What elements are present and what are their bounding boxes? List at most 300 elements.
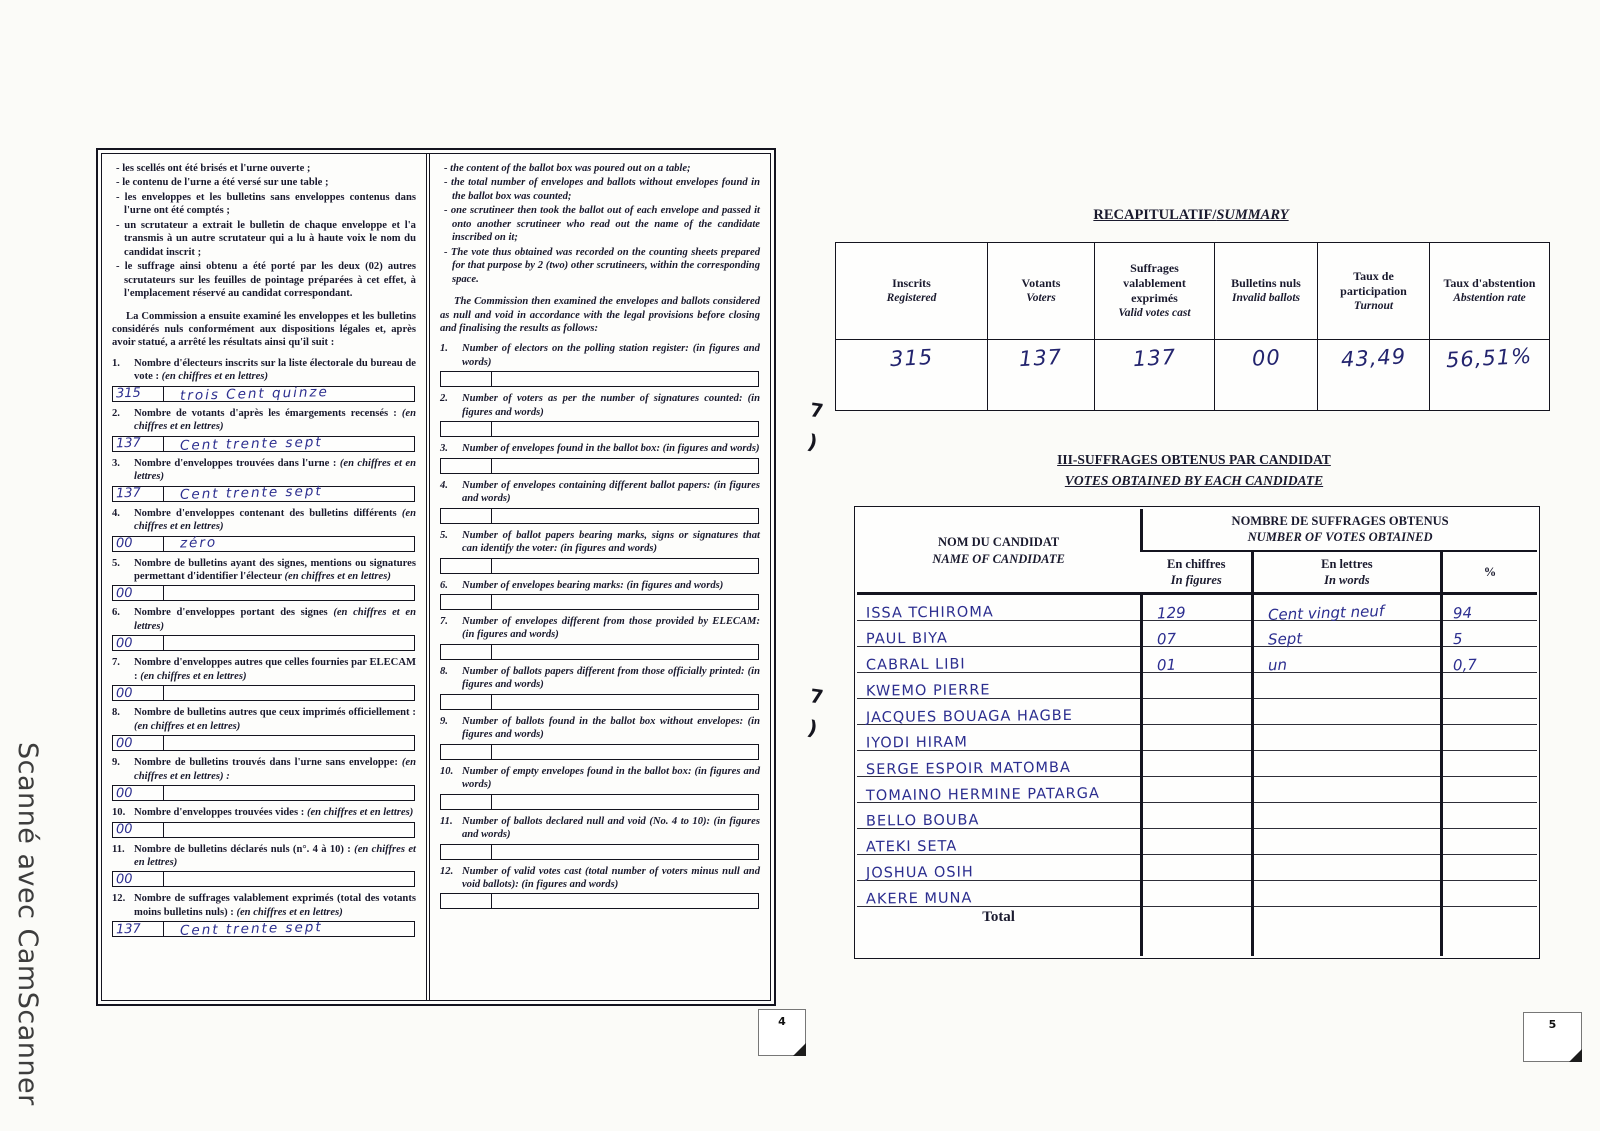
handwritten-candidate-name: ATEKI SETA xyxy=(865,838,958,856)
votes-percent-cell xyxy=(1441,751,1537,777)
item-number: 2. xyxy=(112,407,120,419)
handwritten-figure: 137 xyxy=(115,921,142,938)
item-number: 1. xyxy=(439,343,448,355)
words-box xyxy=(492,459,758,473)
figures-box xyxy=(113,922,164,936)
figures-box xyxy=(441,795,492,809)
handwritten-figure: 137 xyxy=(115,435,142,452)
item-number: 12. xyxy=(439,865,454,877)
votes-percent-cell xyxy=(1441,699,1537,725)
answer-box xyxy=(440,644,759,660)
answer-box xyxy=(112,685,415,701)
words-box xyxy=(164,586,414,600)
ink-mark: 7 xyxy=(808,399,825,423)
summary-values-row xyxy=(836,340,1550,411)
answer-box xyxy=(440,508,759,524)
english-item-10 xyxy=(440,765,760,810)
candidate-row-6 xyxy=(857,725,1537,751)
item-hint: (en chiffres et en lettres) : xyxy=(134,757,416,782)
handwritten-figures: 129 xyxy=(1156,603,1187,623)
page-left-counting-form xyxy=(96,148,776,1006)
item-number: 9. xyxy=(112,757,120,769)
col-header-candidate-name: NOM DU CANDIDAT NAME OF CANDIDATE xyxy=(857,509,1142,594)
item-hint: (in figures and words) xyxy=(461,629,559,641)
french-items xyxy=(112,357,416,940)
handwritten-figure: 00 xyxy=(115,871,133,888)
item-label: Number of ballot papers bearing marks, signs or signatures that can identify the voter: (in figures and words) xyxy=(461,529,760,555)
french-item-1 xyxy=(112,357,416,402)
page-number-badge-5 xyxy=(1523,1012,1582,1062)
votes-figures-cell xyxy=(1142,673,1253,699)
handwritten-percent: 0,7 xyxy=(1452,655,1478,675)
item-label: Nombre d'enveloppes trouvées dans l'urne : (en chiffres et en lettres) xyxy=(134,457,416,483)
votes-words-cell xyxy=(1252,803,1441,829)
item-label: Nombre d'enveloppes portant des signes (en chiffres et en lettres) xyxy=(134,607,416,632)
summary-col-header: Bulletins nuls Invalid ballots xyxy=(1215,243,1318,340)
answer-box xyxy=(112,735,415,751)
item-heading xyxy=(440,442,760,455)
summary-header-row xyxy=(836,243,1550,340)
figures-box xyxy=(441,695,492,709)
english-item-11 xyxy=(440,815,760,860)
words-box xyxy=(164,686,414,700)
french-column xyxy=(102,154,426,1000)
answer-box xyxy=(112,433,415,454)
item-number: 9. xyxy=(439,715,448,727)
figures-box xyxy=(441,559,492,573)
handwritten-value: 43,49 xyxy=(1340,344,1407,372)
french-bullet-list xyxy=(112,162,416,301)
handwritten-figure: 00 xyxy=(115,735,133,751)
french-item-3 xyxy=(112,457,416,502)
ink-mark: ) xyxy=(805,715,820,741)
english-column xyxy=(430,154,770,1000)
item-number: 10. xyxy=(439,765,454,777)
english-bullet: - one scrutineer then took the ballot out of each envelope and passed it onto another scrutineer who read out the name of the candidate inscribed on it; xyxy=(440,204,760,244)
item-hint: (in figures and words) xyxy=(560,543,658,555)
form-border xyxy=(101,153,771,1001)
item-heading xyxy=(112,843,416,870)
candidate-name-cell xyxy=(857,594,1142,621)
english-item-4 xyxy=(440,479,760,524)
candidate-name-cell xyxy=(857,621,1142,647)
col-header-votes-obtained: NOMBRE DE SUFFRAGES OBTENUS NUMBER OF VOTES OBTAINED xyxy=(1142,509,1537,551)
ink-mark: ) xyxy=(805,429,820,455)
words-box xyxy=(164,636,414,650)
item-hint: (en chiffres et en lettres) xyxy=(236,906,343,918)
handwritten-words: Cent trente sept xyxy=(179,483,323,504)
french-item-7 xyxy=(112,656,416,701)
votes-figures-cell xyxy=(1142,829,1253,855)
candidate-row-3 xyxy=(857,647,1537,673)
votes-words-cell xyxy=(1252,881,1441,907)
words-box xyxy=(492,894,758,908)
english-item-3 xyxy=(440,442,760,473)
item-hint: (en chiffres et en lettres) xyxy=(134,720,241,732)
item-hint: (in figures and words) xyxy=(662,443,760,455)
english-bullet: - the content of the ballot box was poured out on a table; xyxy=(440,162,760,175)
total-label: Total xyxy=(982,909,1015,925)
votes-percent-cell xyxy=(1441,881,1537,907)
item-heading xyxy=(440,665,760,692)
words-box xyxy=(492,509,758,523)
handwritten-figure: 00 xyxy=(115,785,133,801)
item-heading xyxy=(112,706,416,733)
summary-table xyxy=(835,242,1550,411)
figures-box xyxy=(441,372,492,386)
votes-percent-cell xyxy=(1441,855,1537,881)
answer-box xyxy=(112,785,415,801)
item-hint: (in figures and words) xyxy=(461,715,760,741)
votes-words-cell xyxy=(1252,621,1441,647)
figures-box xyxy=(441,595,492,609)
item-heading xyxy=(112,806,416,819)
item-heading xyxy=(440,479,760,506)
words-box xyxy=(164,786,414,800)
figures-box xyxy=(441,745,492,759)
summary-value-cell xyxy=(1430,340,1550,411)
item-hint: (in figures and words) xyxy=(626,579,724,591)
votes-words-cell xyxy=(1252,725,1441,751)
item-heading xyxy=(112,756,416,783)
words-box xyxy=(492,595,758,609)
handwritten-candidate-name: ISSA TCHIROMA xyxy=(865,604,994,622)
english-item-7 xyxy=(440,615,760,660)
item-hint: (in figures and words) xyxy=(461,343,760,368)
candidate-row-7 xyxy=(857,751,1537,777)
words-box xyxy=(164,919,414,940)
votes-percent-cell xyxy=(1441,673,1537,699)
words-box xyxy=(492,845,758,859)
words-box xyxy=(492,745,758,759)
col-header-in-figures: En chiffres In figures xyxy=(1142,551,1253,594)
answer-box xyxy=(440,893,759,909)
english-paragraph: The Commission then examined the envelopes and ballots considered as null and void in accordance with the legal provisions before closing and finalising the results as follows: xyxy=(439,296,760,334)
col-header-percent: % xyxy=(1441,551,1537,594)
candidate-row-11 xyxy=(857,855,1537,881)
handwritten-figure: 00 xyxy=(115,821,133,838)
figures-box xyxy=(441,509,492,523)
item-number: 12. xyxy=(112,893,126,905)
answer-box xyxy=(440,421,759,437)
item-number: 10. xyxy=(112,807,126,819)
item-hint: (en chiffres et en lettres) xyxy=(134,607,416,632)
candidate-name-cell xyxy=(857,699,1142,725)
answer-box xyxy=(440,371,759,387)
french-bullet: - le suffrage ainsi obtenu a été porté par les deux (02) autres scrutateurs sur les feuilles de pointage préparées à cet effet, à l'emplacement réservé au candidat correspondant. xyxy=(112,260,416,300)
item-label: Number of envelopes found in the ballot box: (in figures and words) xyxy=(461,443,760,455)
item-hint: (en chiffres et en lettres) xyxy=(284,570,391,582)
votes-figures-cell xyxy=(1142,725,1253,751)
words-box xyxy=(492,422,758,436)
handwritten-value: 56,51% xyxy=(1445,343,1534,373)
english-bullet: - the total number of envelopes and ballots without envelopes found in the ballot box was counted; xyxy=(440,176,760,203)
item-number: 8. xyxy=(439,665,448,677)
item-number: 11. xyxy=(112,843,125,855)
answer-box xyxy=(112,585,415,601)
candidate-name-cell xyxy=(857,881,1142,907)
handwritten-words: un xyxy=(1267,655,1288,675)
item-heading xyxy=(112,892,416,919)
handwritten-candidate-name: KWEMO PIERRE xyxy=(865,682,991,700)
votes-figures-cell xyxy=(1142,855,1253,881)
votes-words-cell xyxy=(1252,777,1441,803)
answer-box xyxy=(440,844,759,860)
item-heading xyxy=(440,579,760,592)
votes-percent-cell xyxy=(1441,594,1537,621)
col-header-in-words: En lettres In words xyxy=(1252,551,1441,594)
figures-box xyxy=(113,686,164,700)
french-item-12 xyxy=(112,892,416,940)
figures-box xyxy=(441,894,492,908)
item-number: 6. xyxy=(439,579,448,591)
figures-box xyxy=(113,872,164,886)
handwritten-words: zéro xyxy=(179,534,218,552)
item-hint: (en chiffres et en lettres) xyxy=(134,507,416,533)
candidate-row-9 xyxy=(857,803,1537,829)
french-bullet: - le contenu de l'urne a été versé sur une table ; xyxy=(112,176,416,189)
item-heading xyxy=(112,457,416,484)
summary-title-fr: RECAPITULATIF/ xyxy=(1093,207,1217,223)
item-number: 5. xyxy=(112,557,120,569)
item-number: 11. xyxy=(439,815,453,827)
handwritten-words: Cent trente sept xyxy=(179,919,323,940)
words-box xyxy=(164,483,414,504)
handwritten-candidate-name: JACQUES BOUAGA HAGBE xyxy=(865,707,1073,727)
handwritten-figure: 00 xyxy=(115,635,133,652)
summary-col-header: Suffrages valablement exprimés Valid votes cast xyxy=(1095,243,1215,340)
handwritten-candidate-name: PAUL BIYA xyxy=(865,630,949,648)
figures-box xyxy=(113,586,164,600)
words-box xyxy=(492,372,758,386)
answer-box xyxy=(440,594,759,610)
handwritten-candidate-name: SERGE ESPOIR MATOMBA xyxy=(865,759,1071,779)
camscanner-watermark: Scanné avec CamScanner xyxy=(12,742,43,1106)
votes-title-en: VOTES OBTAINED BY EACH CANDIDATE xyxy=(1064,472,1324,488)
candidate-name-cell xyxy=(857,647,1142,673)
handwritten-words: Cent trente sept xyxy=(179,433,323,454)
item-heading xyxy=(112,557,416,584)
summary-title xyxy=(835,207,1547,224)
candidate-row-5 xyxy=(857,699,1537,725)
words-box xyxy=(492,695,758,709)
item-heading xyxy=(112,656,416,683)
english-item-1 xyxy=(440,342,760,387)
figures-box xyxy=(113,387,164,401)
french-item-6 xyxy=(112,606,416,651)
handwritten-value: 137 xyxy=(1018,344,1064,372)
item-heading xyxy=(440,615,760,642)
answer-box xyxy=(440,744,759,760)
item-heading xyxy=(112,606,416,633)
item-number: 8. xyxy=(112,707,120,719)
summary-value-cell xyxy=(1095,340,1215,411)
candidate-name-cell xyxy=(857,829,1142,855)
summary-value-cell xyxy=(988,340,1095,411)
answer-box xyxy=(112,383,415,404)
handwritten-figure: 00 xyxy=(115,585,133,602)
handwritten-percent: 94 xyxy=(1452,603,1473,623)
item-hint: (en chiffres et en lettres) xyxy=(140,670,247,682)
item-hint: (in figures and words) xyxy=(461,665,760,691)
item-hint: (en chiffres et en lettres) xyxy=(161,371,268,383)
handwritten-value: 00 xyxy=(1251,345,1281,371)
item-label: Nombre de bulletins autres que ceux imprimés officiellement : (en chiffres et en lettres) xyxy=(134,707,416,732)
item-hint: (en chiffres et en lettres) xyxy=(134,457,416,483)
handwritten-candidate-name: CABRAL LIBI xyxy=(865,656,966,674)
figures-box xyxy=(113,736,164,750)
votes-words-cell xyxy=(1252,751,1441,777)
item-label: Number of empty envelopes found in the ballot box: (in figures and words) xyxy=(461,765,760,791)
french-item-8 xyxy=(112,706,416,751)
handwritten-candidate-name: TOMAINO HERMINE PATARGA xyxy=(865,785,1100,805)
words-box xyxy=(492,559,758,573)
votes-figures-cell xyxy=(1142,803,1253,829)
figures-box xyxy=(113,823,164,837)
words-box xyxy=(164,383,414,404)
french-item-5 xyxy=(112,557,416,602)
handwritten-words: Cent vingt neuf xyxy=(1267,601,1385,625)
figures-box xyxy=(113,437,164,451)
page-number: 5 xyxy=(1548,1018,1557,1031)
french-item-9 xyxy=(112,756,416,801)
french-bullet: - les scellés ont été brisés et l'urne ouverte ; xyxy=(112,162,416,175)
item-label: Number of envelopes bearing marks: (in figures and words) xyxy=(461,579,724,591)
total-row xyxy=(857,907,1537,957)
words-box xyxy=(164,736,414,750)
item-number: 6. xyxy=(112,607,120,619)
summary-col-header: Taux d'abstention Abstention rate xyxy=(1430,243,1550,340)
summary-col-header: Votants Voters xyxy=(988,243,1095,340)
item-label: Nombre de bulletins ayant des signes, mentions ou signatures permettant d'identifier l'électeur (en chiffres et en lettres) xyxy=(134,557,416,582)
item-number: 4. xyxy=(439,479,448,491)
english-item-12 xyxy=(440,865,760,910)
item-hint: (in figures and words) xyxy=(461,815,760,841)
ink-mark: 7 xyxy=(808,685,825,709)
item-label: Number of ballots found in the ballot box without envelopes: (in figures and words) xyxy=(461,715,760,741)
answer-box xyxy=(112,871,415,887)
item-number: 2. xyxy=(439,393,448,405)
item-label: Nombre de suffrages valablement exprimés (total des votants moins bulletins nuls) : (en chiffres et en lettres) xyxy=(134,893,416,918)
item-heading xyxy=(440,715,760,742)
votes-title-fr: III-SUFFRAGES OBTENUS PAR CANDIDAT xyxy=(1057,452,1331,467)
item-hint: (en chiffres et en lettres) xyxy=(134,843,416,868)
item-label: Nombre de bulletins trouvés dans l'urne sans enveloppe: (en chiffres et en lettres) : xyxy=(134,757,416,782)
french-item-10 xyxy=(112,806,416,837)
summary-value-cell xyxy=(1215,340,1318,411)
item-label: Number of electors on the polling station register: (in figures and words) xyxy=(461,343,760,368)
english-item-8 xyxy=(440,665,760,710)
item-label: Nombre de bulletins déclarés nuls (n°. 4 à 10) : (en chiffres et en lettres) xyxy=(134,843,416,868)
item-number: 7. xyxy=(439,615,448,627)
item-heading xyxy=(112,357,416,384)
votes-figures-cell xyxy=(1142,881,1253,907)
candidate-name-cell xyxy=(857,751,1142,777)
votes-words-cell xyxy=(1252,829,1441,855)
item-label: Nombre d'enveloppes contenant des bulletins différents (en chiffres et en lettres) xyxy=(134,507,416,533)
figures-box xyxy=(113,786,164,800)
figures-box xyxy=(441,845,492,859)
handwritten-candidate-name: AKERE MUNA xyxy=(865,890,973,908)
answer-box xyxy=(112,919,415,940)
figures-box xyxy=(441,422,492,436)
candidate-row-10 xyxy=(857,829,1537,855)
answer-box xyxy=(112,822,415,838)
item-number: 1. xyxy=(112,357,120,369)
handwritten-candidate-name: JOSHUA OSIH xyxy=(865,864,974,882)
item-label: Nombre d'enveloppes trouvées vides : (en chiffres et en lettres) xyxy=(134,807,414,819)
votes-figures-cell xyxy=(1142,777,1253,803)
answer-box xyxy=(112,635,415,651)
item-label: Number of valid votes cast (total number of voters minus null and void ballots): (in figures and words) xyxy=(461,865,760,890)
candidate-name-cell xyxy=(857,855,1142,881)
item-label: Nombre de votants d'après les émargements recensés : (en chiffres et en lettres) xyxy=(134,407,416,433)
english-item-6 xyxy=(440,579,760,610)
votes-header-row-1 xyxy=(857,509,1537,551)
item-heading xyxy=(112,407,416,434)
item-label: Number of voters as per the number of signatures counted: (in figures and words) xyxy=(461,393,760,418)
item-heading xyxy=(112,507,416,534)
votes-percent-cell xyxy=(1441,621,1537,647)
item-heading xyxy=(440,342,760,369)
page-number-badge-4 xyxy=(758,1009,806,1056)
item-label: Number of envelopes containing different ballot papers: (in figures and words) xyxy=(461,479,760,505)
total-words-cell xyxy=(1252,907,1441,957)
french-bullet: - un scrutateur a extrait le bulletin de chaque enveloppe et l'a transmis à un autre scrutateur qui a lu à haute voix le nom du candidat inscrit ; xyxy=(112,219,416,259)
french-item-4 xyxy=(112,507,416,552)
answer-box xyxy=(440,458,759,474)
english-items xyxy=(440,342,760,909)
item-label: Nombre d'enveloppes autres que celles fournies par ELECAM : (en chiffres et en lettres) xyxy=(134,657,416,682)
handwritten-figure: 315 xyxy=(115,385,142,402)
votes-figures-cell xyxy=(1142,621,1253,647)
votes-percent-cell xyxy=(1441,803,1537,829)
votes-by-candidate-table xyxy=(857,509,1537,956)
candidate-row-1 xyxy=(857,594,1537,621)
english-bullet: - The vote thus obtained was recorded on the counting sheets prepared for that purpose by 2 (two) other scrutineers, within the corresponding space. xyxy=(440,246,760,286)
votes-section-title xyxy=(856,450,1532,492)
item-heading xyxy=(440,765,760,792)
french-bullet: - les enveloppes et les bulletins sans enveloppes contenus dans l'urne ont été comptés ; xyxy=(112,191,416,218)
votes-figures-cell xyxy=(1142,699,1253,725)
folded-corner-icon xyxy=(793,1043,806,1056)
item-number: 5. xyxy=(439,529,448,541)
item-hint: (en chiffres et en lettres) xyxy=(134,407,416,433)
answer-box xyxy=(112,483,415,504)
item-label: Number of ballots papers different from those officially printed: (in figures and words) xyxy=(461,665,760,691)
votes-words-cell xyxy=(1252,647,1441,673)
words-box xyxy=(164,534,414,552)
words-box xyxy=(492,795,758,809)
answer-box xyxy=(440,694,759,710)
votes-table-border xyxy=(854,506,1540,959)
french-paragraph: La Commission a ensuite examiné les enveloppes et les bulletins considérés nuls conformément aux dispositions légales et, après avoir statué, a arrêté les résultats ainsi qu'il suit : xyxy=(112,310,416,349)
handwritten-figures: 01 xyxy=(1156,655,1177,675)
words-box xyxy=(164,823,414,837)
total-percent-cell xyxy=(1441,907,1537,957)
item-label: Nombre d'électeurs inscrits sur la liste électorale du bureau de vote : (en chiffres et en lettres) xyxy=(134,357,416,383)
figures-box xyxy=(441,645,492,659)
candidate-row-8 xyxy=(857,777,1537,803)
words-box xyxy=(492,645,758,659)
handwritten-value: 315 xyxy=(889,344,934,372)
votes-figures-cell xyxy=(1142,751,1253,777)
figures-box xyxy=(113,636,164,650)
answer-box xyxy=(440,794,759,810)
candidate-row-2 xyxy=(857,621,1537,647)
item-number: 3. xyxy=(112,457,120,469)
item-number: 7. xyxy=(112,657,120,669)
